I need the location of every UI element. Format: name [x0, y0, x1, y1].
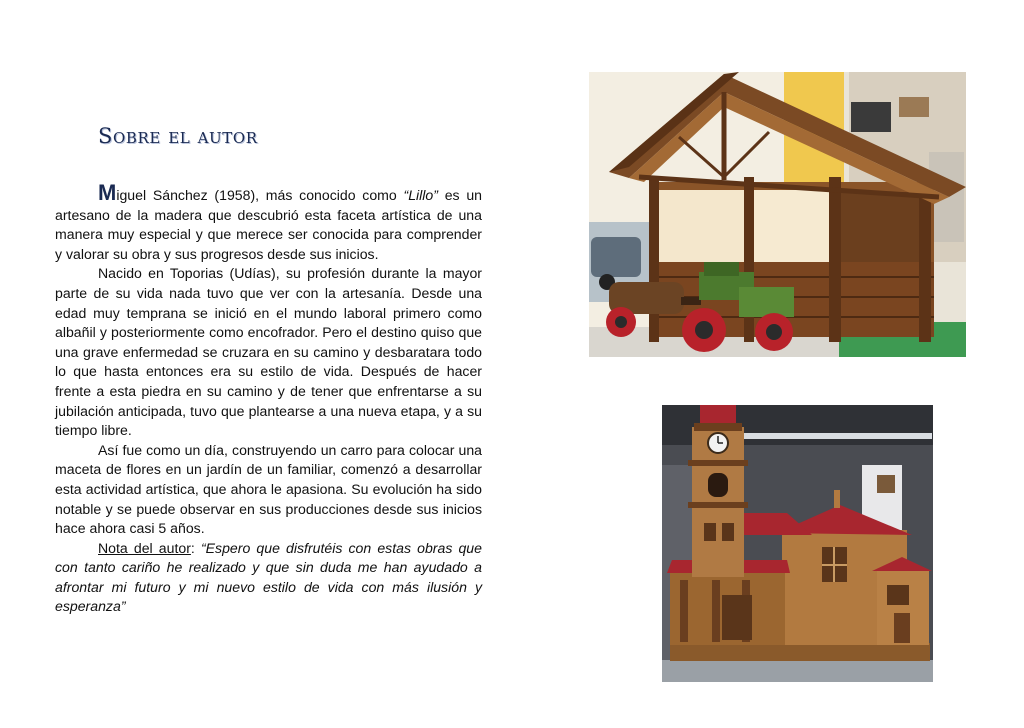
author-note-label: Nota del autor [98, 539, 191, 556]
bio-paragraph-3: Así fue como un día, construyendo un carro para colocar una maceta de flores en un jardín de un familiar, comenzó a desarrollar esta actividad artística, que ahora le apasiona. Su evolución ha sido notable y se puede observar en sus producciones desde sus inicios hace ahora casi 5 años. [55, 441, 482, 537]
author-note-colon: : [190, 539, 201, 556]
church-model-photo [662, 405, 933, 682]
drop-cap: M [98, 180, 117, 205]
bio-paragraph-1-rest: es un artesano de la madera que descubrió esta faceta artística de una manera muy especial y que merece ser conocida para comprender y valorar su obra y sus progresos desde sus inicios. [55, 187, 482, 262]
bio-paragraph-1 [55, 180, 482, 264]
author-bio [55, 180, 482, 617]
author-note [55, 539, 482, 617]
barn-model-photo [589, 72, 966, 357]
author-note-quote: “Espero que disfrutéis con estas obras que con tanto cariño he realizado y que sin duda me han ayudado a afrontar mi futuro y mi nuevo estilo de vida con más ilusión y esperanza” [55, 539, 482, 615]
bio-paragraph-2: Nacido en Toporias (Udías), su profesión durante la mayor parte de su vida nada tuvo que ver con la artesanía. Desde una edad muy temprana se inició en el mundo laboral primero como albañil y posteriormente como encofrador. Pero el destino quiso que una grave enfermedad se cruzara en su camino y desbaratara todo lo que hasta entonces era su estilo de vida. Después de hacer frente a esta piedra en su camino y de tener que enfrentarse a su jubilación anticipada, tuvo que plantearse a una nueva etapa, y a su tiempo libre. [55, 265, 482, 439]
author-nickname: “Lillo” [403, 187, 438, 203]
bio-paragraph-1-intro: iguel Sánchez (1958), más conocido como [116, 187, 404, 203]
page-title: Sobre el autor [98, 124, 258, 148]
